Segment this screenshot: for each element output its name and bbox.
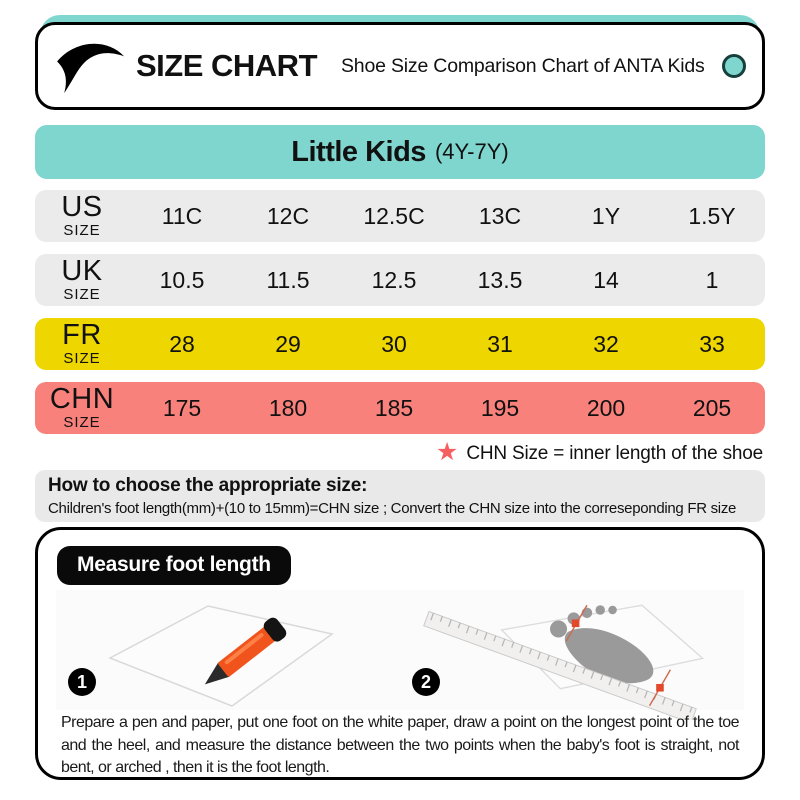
row-label-uk xyxy=(35,255,129,303)
size-value: 11.5 xyxy=(266,266,310,293)
size-value: 180 xyxy=(268,394,308,421)
row-system-label: US xyxy=(61,191,103,224)
howto-body: Children's foot length(mm)+(10 to 15mm)=CHN size ; Convert the CHN size into the correseponding FR size xyxy=(48,500,737,517)
size-value: 13.5 xyxy=(477,266,523,293)
size-row-chn xyxy=(35,382,765,434)
size-value: 29 xyxy=(275,330,301,357)
size-value: 28 xyxy=(169,330,195,357)
size-value: 11C xyxy=(161,202,203,229)
size-row-uk xyxy=(35,254,765,306)
star-icon: ★ xyxy=(435,438,459,466)
measure-title-pill: Measure foot length xyxy=(57,546,291,585)
size-value: 205 xyxy=(692,394,732,421)
row-system-label: UK xyxy=(61,255,103,288)
teal-dot-icon xyxy=(722,54,746,78)
step-2 xyxy=(400,590,744,710)
size-value: 14 xyxy=(593,266,619,293)
row-size-sublabel: SIZE xyxy=(63,349,101,367)
row-label-chn xyxy=(35,383,129,431)
size-value: 185 xyxy=(374,394,414,421)
size-value: 12.5C xyxy=(363,202,425,229)
row-size-sublabel: SIZE xyxy=(63,413,101,431)
row-values-chn xyxy=(129,395,765,422)
row-values-fr xyxy=(129,331,765,358)
chn-note-text: CHN Size = inner length of the shoe xyxy=(466,442,763,464)
size-value: 1Y xyxy=(591,202,621,229)
size-value: 1.5Y xyxy=(688,202,736,229)
size-value: 10.5 xyxy=(159,266,205,293)
paper-shape xyxy=(110,606,332,706)
row-size-sublabel: SIZE xyxy=(63,221,101,239)
size-value: 30 xyxy=(381,330,407,357)
size-value: 195 xyxy=(480,394,520,421)
step-1-badge: 1 xyxy=(68,668,96,696)
size-value: 32 xyxy=(593,330,619,357)
size-value: 1 xyxy=(705,266,719,293)
row-system-label: CHN xyxy=(49,383,115,416)
size-row-us xyxy=(35,190,765,242)
chn-note xyxy=(435,438,763,466)
foot-ruler-illustration xyxy=(418,592,718,720)
step-2-badge: 2 xyxy=(412,668,440,696)
age-group-banner xyxy=(35,125,765,179)
size-value: 12.5 xyxy=(371,266,417,293)
anta-logo-icon xyxy=(54,37,126,95)
size-chart-title: SIZE CHART xyxy=(136,48,317,83)
row-values-uk xyxy=(129,267,765,294)
measure-card xyxy=(35,527,765,780)
howto-title: How to choose the appropriate size: xyxy=(48,475,368,496)
size-value: 13C xyxy=(478,202,522,229)
row-label-us xyxy=(35,191,129,239)
howto-section xyxy=(35,470,765,522)
header-subtitle: Shoe Size Comparison Chart of ANTA Kids xyxy=(341,54,705,77)
banner-title: Little Kids xyxy=(291,135,426,168)
size-value: 200 xyxy=(586,394,626,421)
size-value: 31 xyxy=(487,330,513,357)
step-1 xyxy=(56,590,400,710)
row-label-fr xyxy=(35,319,129,367)
row-size-sublabel: SIZE xyxy=(63,285,101,303)
size-value: 12C xyxy=(266,202,310,229)
header-card xyxy=(35,22,765,110)
size-value: 175 xyxy=(162,394,202,421)
banner-age-range: (4Y-7Y) xyxy=(434,139,509,164)
size-row-fr xyxy=(35,318,765,370)
pen-on-paper-illustration xyxy=(96,596,346,711)
steps-row xyxy=(56,590,744,710)
row-values-us xyxy=(129,203,765,230)
row-system-label: FR xyxy=(62,319,102,352)
size-value: 33 xyxy=(699,330,725,357)
measure-description: Prepare a pen and paper, put one foot on the white paper, draw a point on the longest point of the toe and the heel, and measure the distance between the two points when the baby's foot is straight, not bent, or arched , then it is the foot length. xyxy=(61,714,739,777)
